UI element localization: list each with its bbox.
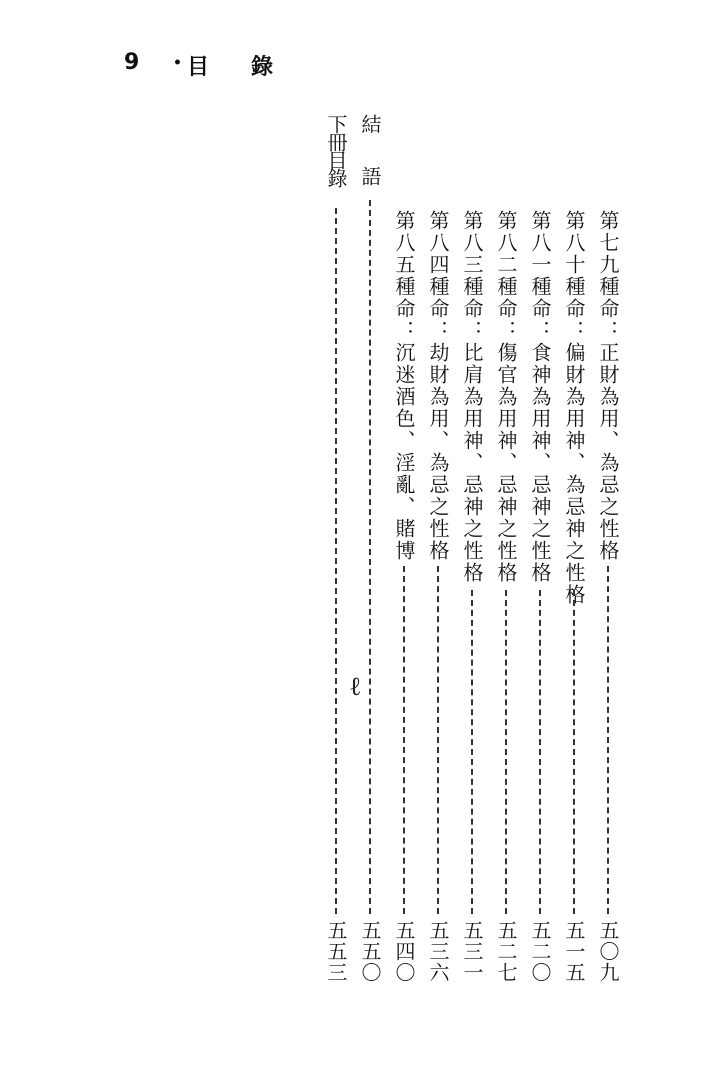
- header-title-mu: 目: [187, 54, 210, 80]
- scribble-mark: ℓ: [349, 672, 362, 702]
- toc-entry[interactable]: [424, 0, 452, 1000]
- toc-entry-page: 五五〇: [358, 920, 382, 983]
- toc-entry-title: 第八三種命：比肩為用神、忌神之性格: [460, 210, 484, 584]
- dotted-leader: [335, 208, 337, 914]
- dotted-leader: [369, 200, 371, 914]
- dotted-leader: [573, 590, 575, 914]
- page-number: 9: [124, 50, 140, 75]
- toc-entry-page: 五一五: [562, 920, 586, 983]
- toc-entry-title: 結 語: [358, 114, 382, 192]
- dotted-leader: [607, 566, 609, 914]
- toc-entry-title: 第八十種命：偏財為用神、為忌神之性格: [562, 210, 586, 606]
- toc-entry-page: 五三六: [426, 920, 450, 983]
- toc-entry-page: 五四〇: [392, 920, 416, 983]
- toc-entry-title: 第八五種命：沉迷酒色、淫亂、賭博: [392, 210, 416, 562]
- header-bullet: •: [173, 55, 182, 71]
- toc-entry-title: 第八四種命：劫財為用、為忌之性格: [426, 210, 450, 562]
- toc-entry-page: 五三一: [460, 920, 484, 983]
- toc-entry[interactable]: [322, 0, 350, 1000]
- dotted-leader: [471, 590, 473, 914]
- toc-entry-title: 第八一種命：食神為用神、忌神之性格: [528, 210, 552, 584]
- toc-entry[interactable]: [594, 0, 622, 1000]
- dotted-leader: [539, 590, 541, 914]
- toc-entry[interactable]: [458, 0, 486, 1000]
- toc-entry[interactable]: [390, 0, 418, 1000]
- dotted-leader: [437, 566, 439, 914]
- toc-entry-page: 五二〇: [528, 920, 552, 983]
- dotted-leader: [403, 566, 405, 914]
- toc-entry[interactable]: [526, 0, 554, 1000]
- toc-entry[interactable]: [492, 0, 520, 1000]
- toc-entry-page: 五〇九: [596, 920, 620, 983]
- toc-entry[interactable]: [560, 0, 588, 1000]
- toc-entry-page: 五二七: [494, 920, 518, 983]
- header-title-lu: 錄: [251, 54, 274, 80]
- toc-entry-title: 下冊目錄: [324, 114, 348, 186]
- toc-entry[interactable]: [356, 0, 384, 1000]
- toc-entry-title: 第七九種命：正財為用、為忌之性格: [596, 210, 620, 562]
- toc-entry-title: 第八二種命：傷官為用神、忌神之性格: [494, 210, 518, 584]
- dotted-leader: [505, 590, 507, 914]
- toc-entry-page: 五五三: [324, 920, 348, 983]
